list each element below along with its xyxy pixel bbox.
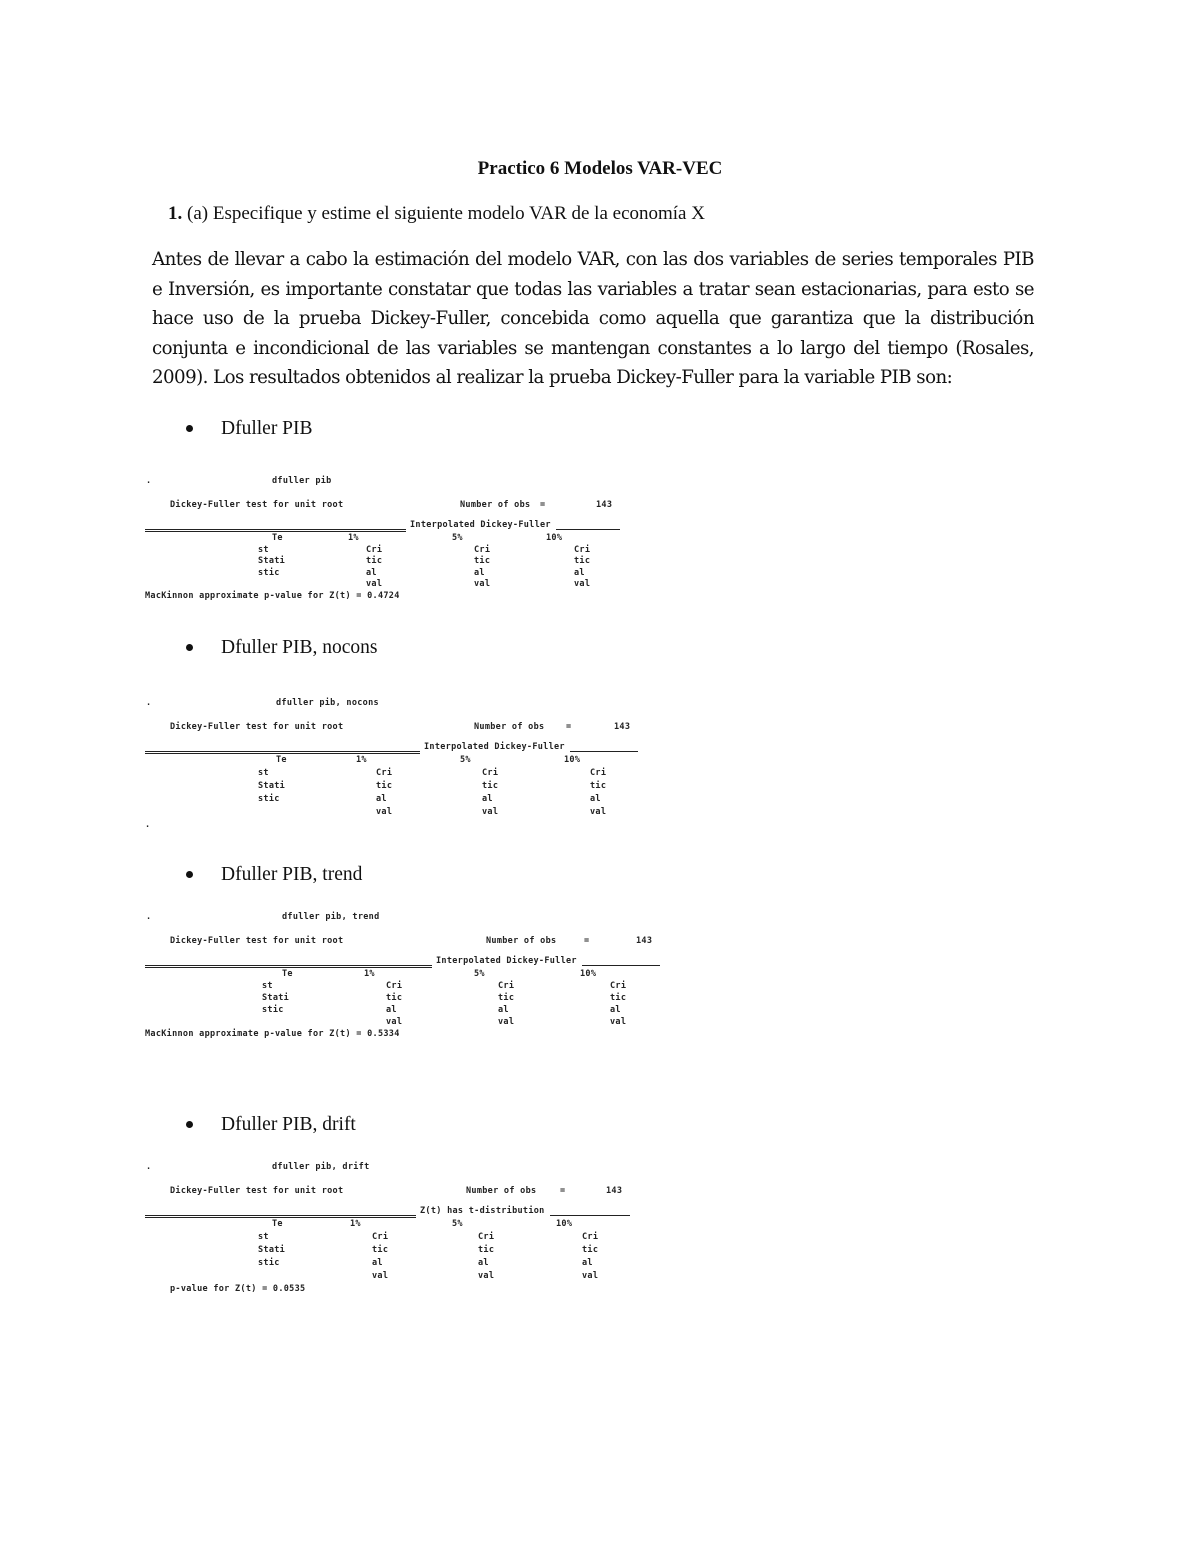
stata-table-cell: al bbox=[386, 1005, 397, 1015]
stata-table-cell: tic bbox=[376, 781, 393, 791]
stata-table-cell: Cri bbox=[376, 768, 393, 778]
stata-test-line: Dickey-Fuller test for unit root bbox=[170, 936, 344, 946]
stata-obs-value: 143 bbox=[614, 722, 631, 732]
stata-table-cell: Cri bbox=[582, 1232, 599, 1242]
stata-table-cell: Cri bbox=[478, 1232, 495, 1242]
stata-band-label: Interpolated Dickey-Fuller bbox=[424, 742, 565, 752]
stata-rule-right bbox=[556, 529, 620, 530]
stata-test-line: Dickey-Fuller test for unit root bbox=[170, 500, 344, 510]
stata-header-cell: 10% bbox=[580, 969, 597, 979]
section-heading-text: Dfuller PIB, trend bbox=[221, 864, 363, 885]
bullet-icon bbox=[186, 871, 193, 878]
stata-table-cell: stic bbox=[258, 794, 280, 804]
stata-header-cell: 5% bbox=[452, 533, 463, 543]
stata-header-cell: 1% bbox=[350, 1219, 361, 1229]
stata-table-cell: tic bbox=[610, 993, 627, 1003]
stata-table-cell: Stati bbox=[258, 1245, 286, 1255]
stata-table-cell: Stati bbox=[258, 781, 286, 791]
stata-table-cell: al bbox=[478, 1258, 489, 1268]
stata-table-cell: val bbox=[582, 1271, 599, 1281]
question-1 bbox=[168, 203, 705, 225]
stata-prompt-dot: . bbox=[146, 698, 152, 708]
stata-obs-label: Number of obs bbox=[474, 722, 545, 732]
stata-table-cell: tic bbox=[474, 556, 491, 566]
stata-rule-right bbox=[550, 1215, 630, 1216]
stata-table-cell: val bbox=[482, 807, 499, 817]
stata-table-cell: val bbox=[610, 1017, 627, 1027]
stata-table-cell: Stati bbox=[262, 993, 290, 1003]
stata-table-cell: tic bbox=[498, 993, 515, 1003]
stata-obs-equals: = bbox=[584, 936, 590, 946]
stata-table-cell: al bbox=[610, 1005, 621, 1015]
stata-command: dfuller pib, trend bbox=[282, 912, 380, 922]
stata-test-line: Dickey-Fuller test for unit root bbox=[170, 1186, 344, 1196]
stata-table-cell: val bbox=[376, 807, 393, 817]
page-title: Practico 6 Modelos VAR-VEC bbox=[477, 158, 723, 179]
stata-table-cell: Cri bbox=[386, 981, 403, 991]
stata-prompt-dot: . bbox=[146, 1162, 152, 1172]
stata-table-cell: st bbox=[258, 768, 269, 778]
stata-table-cell: st bbox=[262, 981, 273, 991]
stata-band-label: Interpolated Dickey-Fuller bbox=[410, 520, 551, 530]
intro-paragraph: Antes de llevar a cabo la estimación del modelo VAR, con las dos variables de series temporales PIB e Inversión, es importante constatar que todas las variables a tratar sean estacionarias, para esto se hace uso de la prueba Dickey-Fuller, concebida como aquella que garantiza que la distribución conjunta e incondicional de las variables se mantengan constantes a lo largo del tiempo (Rosales, 2009). Los resultados obtenidos al realizar la prueba Dickey-Fuller para la variable PIB son: bbox=[152, 249, 1034, 389]
stata-rule-left-2 bbox=[145, 531, 406, 532]
stata-test-line: Dickey-Fuller test for unit root bbox=[170, 722, 344, 732]
section-heading-1 bbox=[186, 418, 313, 440]
stata-table-cell: Cri bbox=[590, 768, 607, 778]
stata-table-cell: st bbox=[258, 1232, 269, 1242]
stata-band-label: Interpolated Dickey-Fuller bbox=[436, 956, 577, 966]
stata-table-cell: Cri bbox=[474, 544, 491, 555]
stata-rule-right bbox=[582, 965, 660, 966]
stata-rule-left bbox=[145, 965, 432, 966]
stata-table-cell: al bbox=[582, 1258, 593, 1268]
stata-footer: p-value for Z(t) = 0.0535 bbox=[170, 1284, 306, 1294]
stata-footer: MacKinnon approximate p-value for Z(t) = 0.5334 bbox=[145, 1029, 400, 1039]
stata-obs-value: 143 bbox=[636, 936, 653, 946]
stata-obs-equals: = bbox=[560, 1186, 566, 1196]
stata-header-cell: 1% bbox=[356, 755, 367, 765]
stata-rule-left bbox=[145, 529, 406, 530]
stata-table-cell: al bbox=[376, 794, 387, 804]
bullet-icon bbox=[186, 425, 193, 432]
stata-table-cell: val bbox=[386, 1017, 403, 1027]
stata-command: dfuller pib, drift bbox=[272, 1162, 370, 1172]
stata-command: dfuller pib bbox=[272, 476, 332, 486]
stata-header-cell: 5% bbox=[460, 755, 471, 765]
stata-header-cell: 1% bbox=[348, 533, 359, 543]
stata-obs-label: Number of obs bbox=[460, 500, 531, 510]
question-number: 1. bbox=[168, 203, 183, 224]
stata-table-cell: stic bbox=[258, 1258, 280, 1268]
stata-obs-value: 143 bbox=[596, 500, 613, 510]
section-heading-text: Dfuller PIB, drift bbox=[221, 1114, 356, 1135]
stata-rule-left-2 bbox=[145, 967, 432, 968]
stata-header-cell: 10% bbox=[556, 1219, 573, 1229]
section-heading-3 bbox=[186, 864, 362, 886]
stata-obs-label: Number of obs bbox=[466, 1186, 537, 1196]
stata-table-cell: tic bbox=[478, 1245, 495, 1255]
stata-obs-equals: = bbox=[540, 500, 546, 510]
stata-header-cell: Te bbox=[276, 755, 287, 765]
stata-table-cell: Stati bbox=[258, 556, 286, 566]
stata-table-cell: al bbox=[366, 567, 377, 578]
stata-header-cell: 1% bbox=[364, 969, 375, 979]
stata-table-cell: st bbox=[258, 544, 269, 555]
stata-table-cell: tic bbox=[574, 556, 591, 566]
stata-table-cell: tic bbox=[386, 993, 403, 1003]
stata-table-cell: al bbox=[590, 794, 601, 804]
stata-rule-left-2 bbox=[145, 1217, 416, 1218]
stata-footer: . bbox=[145, 820, 151, 830]
stata-rule-left bbox=[145, 1215, 416, 1216]
stata-table-cell: Cri bbox=[610, 981, 627, 991]
stata-table-cell: val bbox=[372, 1271, 389, 1281]
stata-table-cell: val bbox=[478, 1271, 495, 1281]
stata-table-cell: val bbox=[366, 579, 383, 589]
stata-header-cell: Te bbox=[282, 969, 293, 979]
stata-header-cell: 5% bbox=[474, 969, 485, 979]
stata-command: dfuller pib, nocons bbox=[276, 698, 379, 708]
stata-obs-equals: = bbox=[566, 722, 572, 732]
stata-table-cell: tic bbox=[590, 781, 607, 791]
stata-table-cell: Cri bbox=[574, 544, 591, 555]
stata-table-cell: Cri bbox=[372, 1232, 389, 1242]
section-heading-text: Dfuller PIB bbox=[221, 418, 313, 439]
stata-table-cell: tic bbox=[372, 1245, 389, 1255]
stata-table-cell: stic bbox=[262, 1005, 284, 1015]
stata-footer: MacKinnon approximate p-value for Z(t) = 0.4724 bbox=[145, 590, 400, 601]
stata-band-label: Z(t) has t-distribution bbox=[420, 1206, 545, 1216]
question-text: (a) Especifique y estime el siguiente modelo VAR de la economía X bbox=[187, 203, 705, 224]
section-heading-2 bbox=[186, 637, 378, 659]
stata-table-cell: al bbox=[482, 794, 493, 804]
stata-table-cell: val bbox=[574, 579, 591, 589]
stata-rule-left bbox=[145, 751, 420, 752]
section-heading-4 bbox=[186, 1114, 356, 1136]
bullet-icon bbox=[186, 644, 193, 651]
stata-table-cell: val bbox=[474, 579, 491, 589]
stata-rule-left-2 bbox=[145, 753, 420, 754]
stata-header-cell: 5% bbox=[452, 1219, 463, 1229]
stata-table-cell: tic bbox=[366, 556, 383, 566]
stata-rule-right bbox=[570, 751, 638, 752]
stata-table-cell: stic bbox=[258, 567, 280, 578]
stata-header-cell: 10% bbox=[546, 533, 563, 543]
stata-table-cell: al bbox=[498, 1005, 509, 1015]
stata-table-cell: Cri bbox=[482, 768, 499, 778]
stata-table-cell: tic bbox=[482, 781, 499, 791]
stata-obs-label: Number of obs bbox=[486, 936, 557, 946]
bullet-icon bbox=[186, 1121, 193, 1128]
stata-table-cell: tic bbox=[582, 1245, 599, 1255]
stata-prompt-dot: . bbox=[146, 912, 152, 922]
stata-table-cell: val bbox=[498, 1017, 515, 1027]
stata-table-cell: Cri bbox=[366, 544, 383, 555]
stata-table-cell: al bbox=[474, 567, 485, 578]
stata-prompt-dot: . bbox=[146, 476, 152, 486]
stata-header-cell: Te bbox=[272, 533, 283, 543]
stata-obs-value: 143 bbox=[606, 1186, 623, 1196]
stata-table-cell: Cri bbox=[498, 981, 515, 991]
stata-table-cell: val bbox=[590, 807, 607, 817]
stata-header-cell: 10% bbox=[564, 755, 581, 765]
section-heading-text: Dfuller PIB, nocons bbox=[221, 637, 378, 658]
stata-table-cell: al bbox=[372, 1258, 383, 1268]
stata-header-cell: Te bbox=[272, 1219, 283, 1229]
stata-table-cell: al bbox=[574, 567, 585, 578]
